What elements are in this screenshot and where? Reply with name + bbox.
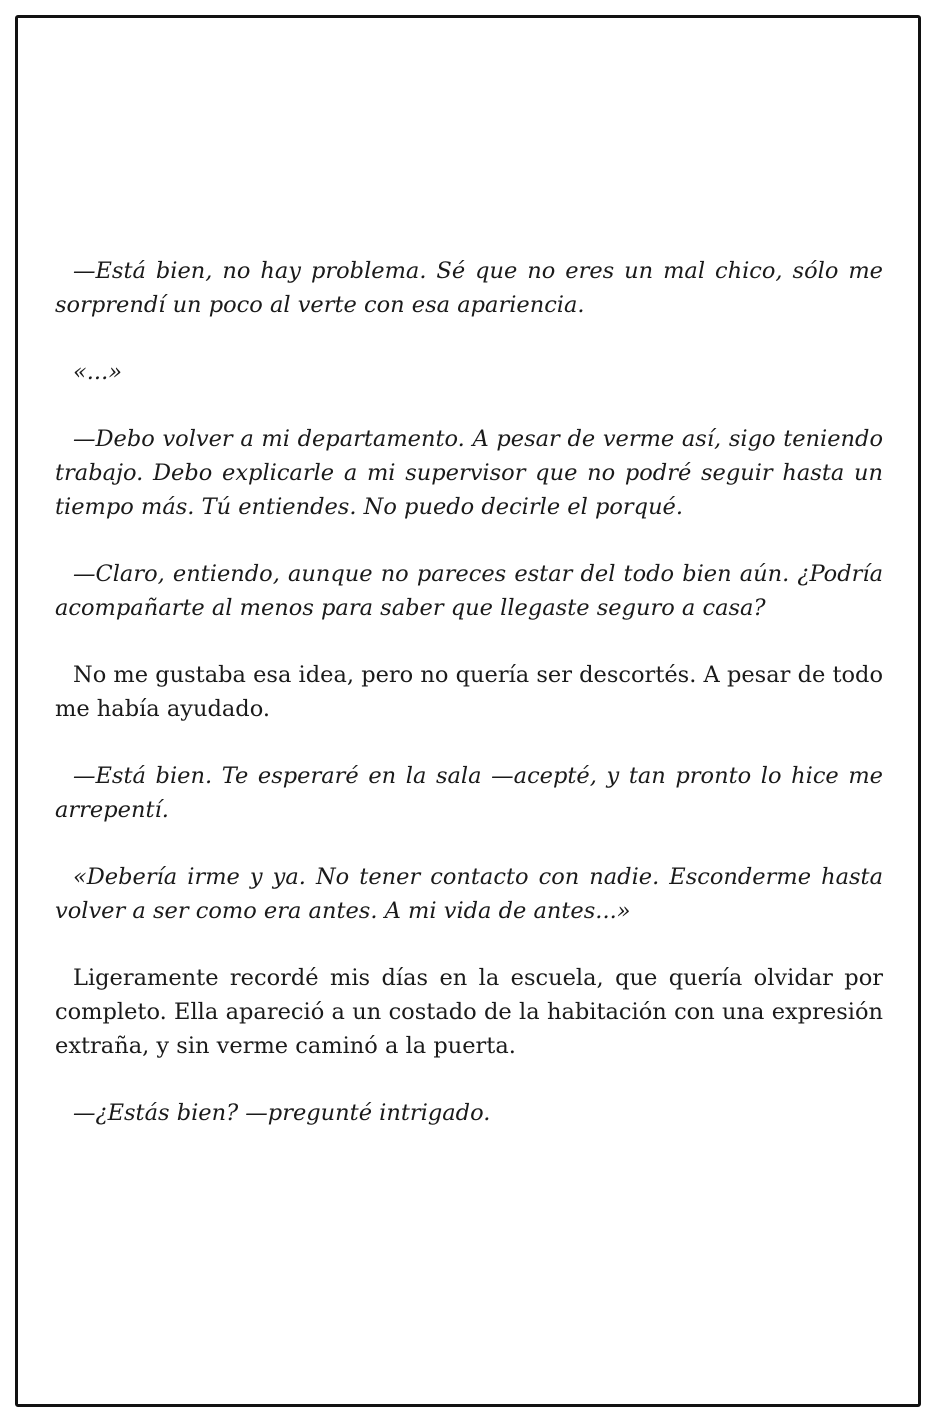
paragraph-6: —Está bien. Te esperaré en la sala —acepté, y tan pronto lo hice me arrepentí. <box>55 763 883 823</box>
paragraph-2: «...» <box>73 359 122 385</box>
paragraph-1: —Está bien, no hay problema. Sé que no eres un mal chico, sólo me sorprendí un poco al verte con esa apariencia. <box>55 258 883 318</box>
paragraph-8: Ligeramente recordé mis días en la escuela, que quería olvidar por completo. Ella apareció a un costado de la habitación con una expresión extraña, y sin verme caminó a la puerta. <box>55 965 883 1059</box>
paragraph-4: —Claro, entiendo, aunque no pareces estar del todo bien aún. ¿Podría acompañarte al menos para saber que llegaste seguro a casa? <box>55 561 883 621</box>
page-text <box>55 254 883 1163</box>
paragraph-3: —Debo volver a mi departamento. A pesar de verme así, sigo teniendo trabajo. Debo explicarle a mi supervisor que no podré seguir hasta un tiempo más. Tú entiendes. No puedo decirle el porqué. <box>55 426 883 520</box>
paragraph-9: —¿Estás bien? —pregunté intrigado. <box>73 1100 491 1126</box>
paragraph-5: No me gustaba esa idea, pero no quería ser descortés. A pesar de todo me había ayudado. <box>55 662 883 722</box>
paragraph-7: «Debería irme y ya. No tener contacto con nadie. Esconderme hasta volver a ser como era antes. A mi vida de antes...» <box>55 864 883 924</box>
